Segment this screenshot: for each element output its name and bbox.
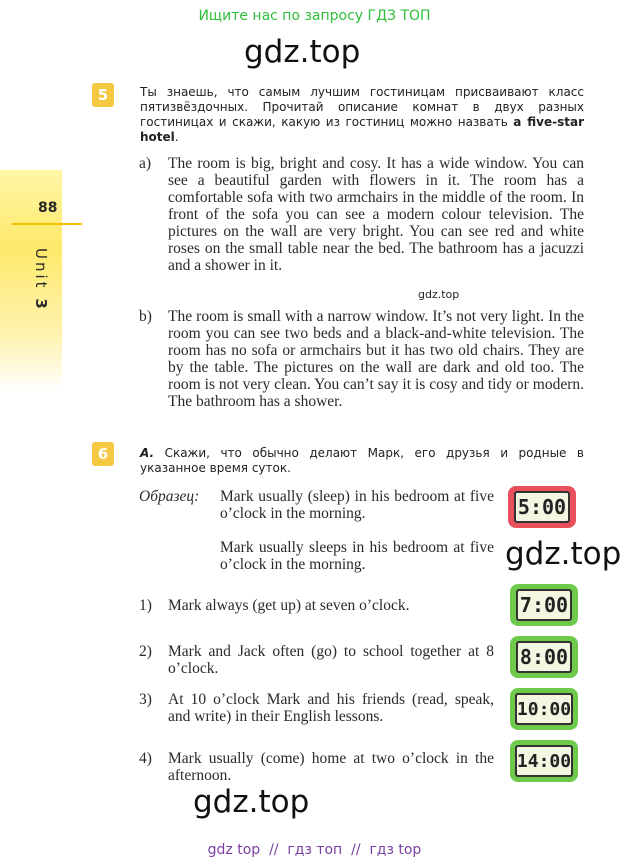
bottom-banner[interactable]: gdz top // гдз топ // гдз top: [207, 842, 422, 858]
ex6-part-label: A.: [140, 446, 155, 460]
sample-question: Mark usually (sleep) in his bedroom at five o’clock in the morning.: [220, 488, 494, 522]
ex6-item-4-text: Mark usually (come) home at two o’clock in the afternoon.: [168, 750, 494, 784]
ex5-instruction-end: .: [174, 130, 179, 144]
top-banner[interactable]: Ищите нас по запросу ГДЗ ТОП: [198, 8, 431, 24]
sample-label: Образец:: [139, 488, 200, 505]
unit-word: Unit: [32, 248, 50, 291]
ex6-item-2-text: Mark and Jack often (go) to school together at 8 o’clock.: [168, 643, 494, 677]
page-number-rule: [12, 223, 82, 225]
exercise-5-badge: 5: [92, 83, 114, 107]
ex6-item-3-text: At 10 o’clock Mark and his friends (read, speak, and write) in their English lessons.: [168, 691, 494, 725]
exercise-5-instruction: [140, 85, 584, 145]
exercise-6-badge: 6: [92, 442, 114, 466]
clock-display: 7:00: [516, 589, 572, 621]
ex6-item-1-number: 1): [139, 597, 152, 614]
ex5-instruction-text: Ты знаешь, что самым лучшим гостиницам присваивают класс пятизвёздочных. Прочитай описание комнат в двух разных гостиницах и скажи, какую из гостиниц можно назвать: [140, 85, 584, 129]
ex5-item-b-text: The room is small with a narrow window. It’s not very light. In the room you can see two beds and a black-and-white television. The room has no sofa or armchairs but it has two old chairs. They are by the table. The pictures on the wall are dark and old too. The room is not very clean. You can’t say it is cosy and tidy or modern. The bathroom has a shower.: [168, 308, 584, 410]
ex6-instruction-text: Скажи, что обычно делают Марк, его друзья и родные в указанное время суток.: [140, 446, 584, 475]
clock-7-00: [510, 584, 578, 626]
ex6-item-1-text: Mark always (get up) at seven o’clock.: [168, 597, 410, 614]
ex5-instruction-bold: a five-star hotel: [140, 115, 584, 144]
ex6-item-3-number: 3): [139, 691, 152, 708]
exercise-6-instruction: [140, 446, 584, 476]
clock-display: 5:00: [514, 491, 570, 523]
unit-number: 3: [32, 298, 50, 312]
watermark: gdz.top: [193, 784, 310, 820]
unit-label: [32, 248, 50, 312]
watermark: gdz.top: [505, 536, 622, 572]
clock-5-00: [508, 486, 576, 528]
ex5-item-b-label: b): [139, 308, 152, 325]
clock-8-00: [510, 636, 578, 678]
clock-14-00: [510, 740, 578, 782]
clock-display: 10:00: [515, 693, 573, 725]
clock-display: 14:00: [515, 745, 573, 777]
watermark: gdz.top: [244, 34, 361, 70]
ex5-item-a-label: a): [139, 155, 152, 172]
clock-display: 8:00: [516, 641, 572, 673]
watermark: gdz.top: [418, 288, 460, 301]
sample-answer: Mark usually sleeps in his bedroom at five o’clock in the morning.: [220, 539, 494, 573]
ex5-item-a-text: The room is big, bright and cosy. It has a wide window. You can see a beautiful garden with flowers in it. The room has a comfortable sofa with two armchairs in the middle of the room. In front of the sofa you can see a modern colour television. The pictures on the wall are very bright. You can see red and white roses on the small table near the bed. The bathroom has a jacuzzi and a shower in it.: [168, 155, 584, 274]
page-number: 88: [38, 200, 58, 216]
ex6-item-2-number: 2): [139, 643, 152, 660]
clock-10-00: [510, 688, 578, 730]
ex6-item-4-number: 4): [139, 750, 152, 767]
